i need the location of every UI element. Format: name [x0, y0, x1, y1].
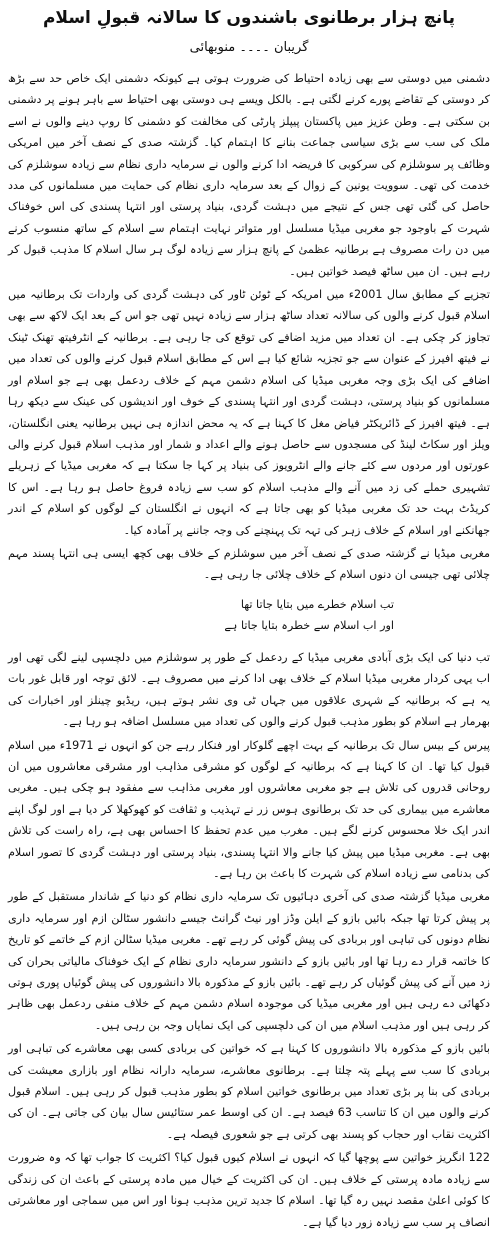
article-paragraph-6: مغربی میڈیا گزشتہ صدی کی آخری دہائیوں تک سرمایہ داری نظام کو دنیا کے شاندار مستقبل کے طور پر پیش کرتا تھا جبکہ بائیں بازو کے ایلن وڈز اور نیٹ گرانٹ جیسے دانشور سٹالن ازم اور سرمایہ داری نظام دونوں کی تباہی اور بربادی کی پیش گوئی کر رہے تھے۔ مغربی میڈیا سٹالن ازم کے خاتمے کو تاریخ کا خاتمہ قرار دے رہا تھا اور بائیں بازو کے دانشور سرمایہ داری نظام کے ایک خوفناک مالیاتی بحران کی زد میں آنے کی پیش گوئیاں کر رہے تھے۔ بائیں بازو کے مذکورہ بالا دانشوروں کی پیش گوئیاں پوری ہوتی دکھائی دے رہی ہیں اور مغربی میڈیا کی موجودہ اسلام دشمن مہم کے خلاف منفی ردعمل بھی ظاہر کر رہی ہیں اور مذہب اسلام میں ان کی دلچسپی کی ایک نمایاں وجہ بن رہی ہیں۔ — [8, 890, 490, 1032]
article-byline: گریبان ۔۔۔۔ منوبھائی — [189, 40, 309, 55]
article-paragraph-1: دشمنی میں دوستی سے بھی زیادہ احتیاط کی ضرورت ہوتی ہے کیونکہ دشمنی ایک خاص حد سے بڑھ کر دوستی کے تقاضے پورے کرنے لگتی ہے۔ بالکل ویسے ہی دوستی بھی احتیاط سے باہر ہونے پر دشمنی بن سکتی ہے۔ وطن عزیز میں پاکستان پیپلز پارٹی کی مخالفت کو دشمنی کا روپ دینے والوں نے اسے ملک کی سب سے بڑی سیاسی جماعت بنانے کا اہتمام کیا۔ گزشتہ صدی کے نصف آخر میں امریکی وظائف پر سوشلزم کی سرکوبی کا فریضہ ادا کرنے والوں نے سرمایہ داری نظام سے زیادہ سوشلزم کی خدمت کی تھی۔ سوویت یونین کے زوال کے بعد سرمایہ داری نظام کی حمایت میں مسلمانوں کی مدد حاصل کی گئی تھی جس کے نتیجے میں دہشت گردی، بنیاد پرستی اور انتہا پسندی کی اس خوفناک شہرت کے باوجود جو مغربی میڈیا مسلسل اور متواتر نہایت اہتمام سے اسلام کے ساتھ منسوب کرنے میں دن رات مصروف ہے برطانیہ عظمیٰ کے پانچ ہزار سے زیادہ لوگ ہر سال اسلام کا مذہب قبول کر رہے ہیں۔ ان میں ساٹھ فیصد خواتین ہیں۔ — [8, 72, 490, 278]
verse-line-2: اور اب اسلام سے خطرہ بتایا جاتا ہے — [224, 619, 394, 633]
article-title: پانچ ہزار برطانوی باشندوں کا سالانہ قبولِ اسلام — [42, 8, 456, 28]
article-paragraph-5: پیرس کے بیس سال تک برطانیہ کے بہت اچھے گلوکار اور فنکار رہے جن کو انہوں نے 1971ء میں اسلام قبول کیا تھا۔ ان کا کہنا ہے کہ برطانیہ کے لوگوں کو مشرقی مذاہب اور مشرقی معاشروں میں ان روحانی قدروں کی تلاش ہے جو مغربی معاشروں اور مغربی مذاہب سے مفقود ہو چکی ہیں۔ مغربی معاشرے میں بیماری کی حد تک برطانوی ہوس زر نے تہذیب و ثقافت کو کھوکھلا کر دیا ہے اور لوگ اپنے اندر ایک خلا محسوس کرنے لگے ہیں۔ مغرب میں عدم تحفظ کا احساس بھی ہے، راہ راست کی تلاش بھی ہے۔ مغربی میڈیا میں پیش کیا جانے والا انتہا پسندی، بنیاد پرستی اور دہشت گردی کا تصور اسلام کی بدنامی سے زیادہ اسلام کی شہرت کا باعث بن رہا ہے۔ — [8, 738, 490, 880]
article-paragraph-3: مغربی میڈیا نے گزشتہ صدی کے نصف آخر میں سوشلزم کے خلاف بھی کچھ ایسی ہی انتہا پسند مہم چلائی تھی جیسی ان دنوں اسلام کے خلاف چلائی جا رہی ہے۔ — [8, 546, 490, 582]
article-paragraph-7: بائیں بازو کے مذکورہ بالا دانشوروں کا کہنا ہے کہ خواتین کی بربادی کسی بھی معاشرے کی تباہی اور بربادی کا سب سے پہلے پتہ چلتا ہے۔ برطانوی معاشرے، سرمایہ دارانہ نظام اور بازاری معیشت کی بربادی کی بنا پر بڑی تعداد میں برطانوی خواتین اسلام کو بطور مذہب قبول کر رہی ہیں۔ اسلام قبول کرنے والوں میں ان کا تناسب 63 فیصد ہے۔ ان کی اوسط عمر ستائیس سال بیان کی جاتی ہے۔ ان کی اکثریت نقاب اور حجاب کو پسند بھی کرتی ہے جو شعوری فیصلہ ہے۔ — [8, 1042, 490, 1141]
article-paragraph-8: 122 انگریز خواتین سے پوچھا گیا کہ انہوں نے اسلام کیوں قبول کیا؟ اکثریت کا جواب تھا کہ وہ ضرورت سے زیادہ مادہ پرستی کے خلاف ہیں۔ ان کی اکثریت کے خیال میں مادہ پرستی کے باعث ان کی زندگی کا کوئی اعلیٰ مقصد نہیں رہ گیا تھا۔ اسلام کا جدید ترین مذہب ہونا اور اس میں سماجی اور معاشرتی انصاف پر سب سے زیادہ زور دیا گیا ہے۔ — [8, 1151, 490, 1229]
article-paragraph-2: تجزیے کے مطابق سال 2001ء میں امریکہ کے ٹوئن ٹاور کی دہشت گردی کی واردات تک برطانیہ میں اسلام قبول کرنے والوں کی سالانہ تعداد ساٹھ ہزار سے زیادہ نہیں تھی جو اس کے بعد ایک لاکھ سے بھی تجاوز کر چکی ہے۔ ان تعداد میں مزید اضافے کی توقع کی جا رہی ہے۔ برطانیہ کے انٹرفیتھ تھنک ٹینک نے فیتھ افیرز کے عنوان سے جو تجزیہ شائع کیا ہے اس کے مطابق اسلام قبول کرنے والوں کی تعداد میں اضافے کی ایک بڑی وجہ مغربی میڈیا کی اسلام دشمن مہم کے خلاف ردعمل بھی ہے جو اسلام اور مسلمانوں کو بنیاد پرستی، دہشت گردی اور انتہا پسندی کے خوف اور اندیشوں کی عینک سے دیکھ رہا ہے۔ فیتھ افیرز کے ڈائریکٹر فیاض مغل کا کہنا ہے کہ یہ محض اندازہ ہی نہیں برطانیہ یعنی انگلستان، ویلز اور سکاٹ لینڈ کی مسجدوں سے حاصل ہونے والے اعداد و شمار اور مذہب اسلام قبول کرنے والی عورتوں اور مردوں سے کئے جانے والے انٹرویوز کی بنیاد پر کہا جا سکتا ہے کہ مغربی میڈیا کے زہریلے تشہیری حملے کی زد میں آنے والے مذہب اسلام کو سب سے زیادہ فروغ حاصل ہو رہا ہے۔ اس کا کریڈٹ بہت حد تک مغربی میڈیا کو بھی جاتا ہے کہ انہوں نے انگلستان کے لوگوں کو اسلام کے اندر جھانکنے اور اسلام کے خلاف زہر کی تہہ تک پہنچنے کی وجہ جاننے پر آمادہ کیا۔ — [8, 288, 491, 537]
verse-block — [8, 594, 490, 637]
verse-line-1: تب اسلام خطرے میں بتایا جاتا تھا — [240, 597, 394, 611]
article-paragraph-4: تب دنیا کی ایک بڑی آبادی مغربی میڈیا کے ردعمل کے طور پر سوشلزم میں دلچسپی لینے لگی تھی اور اب یہی کردار مغربی میڈیا اسلام کے خلاف بھی ادا کرنے میں مصروف ہے۔ لائق توجہ اور قابل غور بات یہ ہے کہ برطانیہ کے شہری علاقوں میں جہاں ٹی وی نشر ہوتے ہیں، ریڈیو چینلز اور اخبارات کی بھرمار ہے اسلام کو بطور مذہب قبول کرنے والوں کی تعداد میں مسلسل اضافہ ہو رہا ہے۔ — [8, 650, 490, 729]
